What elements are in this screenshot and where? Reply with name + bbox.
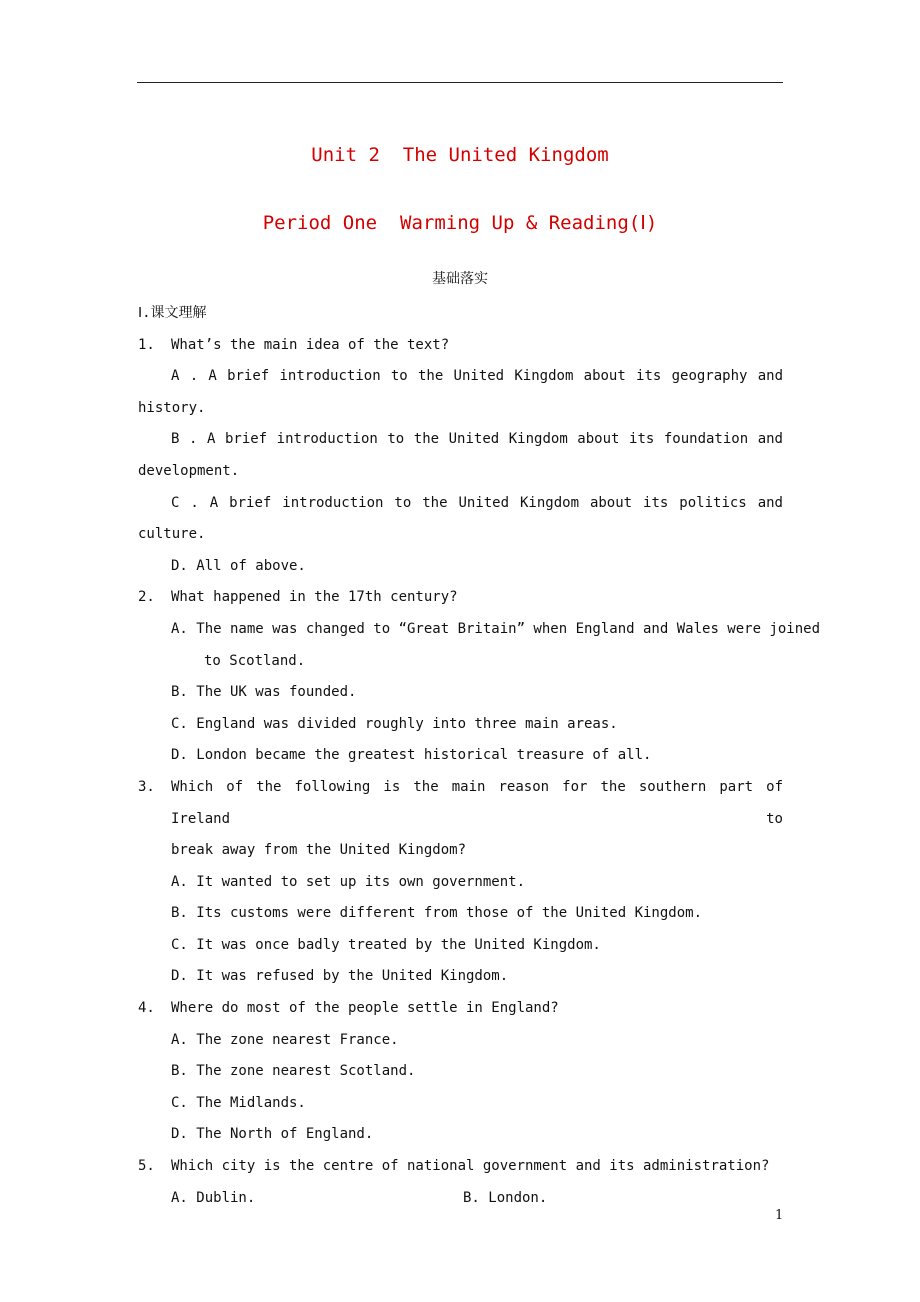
option-c: C. It was once badly treated by the United Kingdom. — [171, 936, 601, 953]
option-c: C. England was divided roughly into three main areas. — [171, 715, 618, 732]
option-b: B. The UK was founded. — [171, 684, 357, 701]
option-row — [138, 1183, 783, 1215]
option-c: C . A brief introduction to the United Kingdom about its politics and — [171, 494, 783, 511]
page-number: 1 — [775, 1208, 784, 1223]
question-text: Which of the following is the main reason for the southern part of Ireland to — [171, 778, 783, 827]
option-a: A. Dublin. — [171, 1189, 256, 1206]
question-text: Where do most of the people settle in England? — [171, 1000, 559, 1017]
option-a-cont: to Scotland. — [204, 652, 306, 669]
part-label: Ⅰ.课文理解 — [138, 305, 207, 321]
option-a: A. The name was changed to “Great Britain” when England and Wales were joined — [171, 620, 821, 637]
option-b-cont: development. — [138, 462, 240, 479]
question-text: What happened in the 17th century? — [171, 589, 458, 606]
unit-title: Unit 2 The United Kingdom — [311, 144, 609, 166]
option-a: A. The zone nearest France. — [171, 1031, 399, 1048]
option-b: B. Its customs were different from those of the United Kingdom. — [171, 905, 703, 922]
option-d: D. The North of England. — [171, 1126, 374, 1143]
option-d: D. All of above. — [171, 557, 306, 574]
option-a-cont: history. — [138, 399, 206, 416]
question-number: 5. — [138, 1158, 155, 1175]
question-1 — [138, 330, 783, 362]
question-number: 4. — [138, 1000, 155, 1017]
option-c: C. The Midlands. — [171, 1094, 306, 1111]
question-3 — [138, 772, 783, 835]
period-title: Period One Warming Up & Reading(Ⅰ) — [262, 212, 658, 234]
option-c-cont: culture. — [138, 526, 206, 543]
question-number: 2. — [138, 589, 155, 606]
option-d: D. London became the greatest historical treasure of all. — [171, 747, 652, 764]
option-a: A . A brief introduction to the United Kingdom about its geography and — [171, 368, 783, 385]
option-b: B. The zone nearest Scotland. — [171, 1063, 416, 1080]
question-number: 1. — [138, 336, 155, 353]
option-b: B. London. — [463, 1189, 548, 1206]
header-rule — [137, 82, 783, 83]
option-a: A. It wanted to set up its own government. — [171, 873, 526, 890]
section-label: 基础落实 — [432, 271, 488, 287]
option-d: D. It was refused by the United Kingdom. — [171, 968, 509, 985]
question-text: What’s the main idea of the text? — [171, 336, 450, 353]
question-number: 3. — [138, 778, 155, 795]
question-5 — [138, 1151, 783, 1183]
question-text: Which city is the centre of national government and its administration? — [171, 1158, 770, 1175]
question-text-cont: break away from the United Kingdom? — [171, 842, 467, 859]
question-body — [138, 298, 821, 1214]
question-2 — [138, 582, 783, 614]
question-4 — [138, 993, 783, 1025]
option-b: B . A brief introduction to the United Kingdom about its foundation and — [171, 431, 783, 448]
